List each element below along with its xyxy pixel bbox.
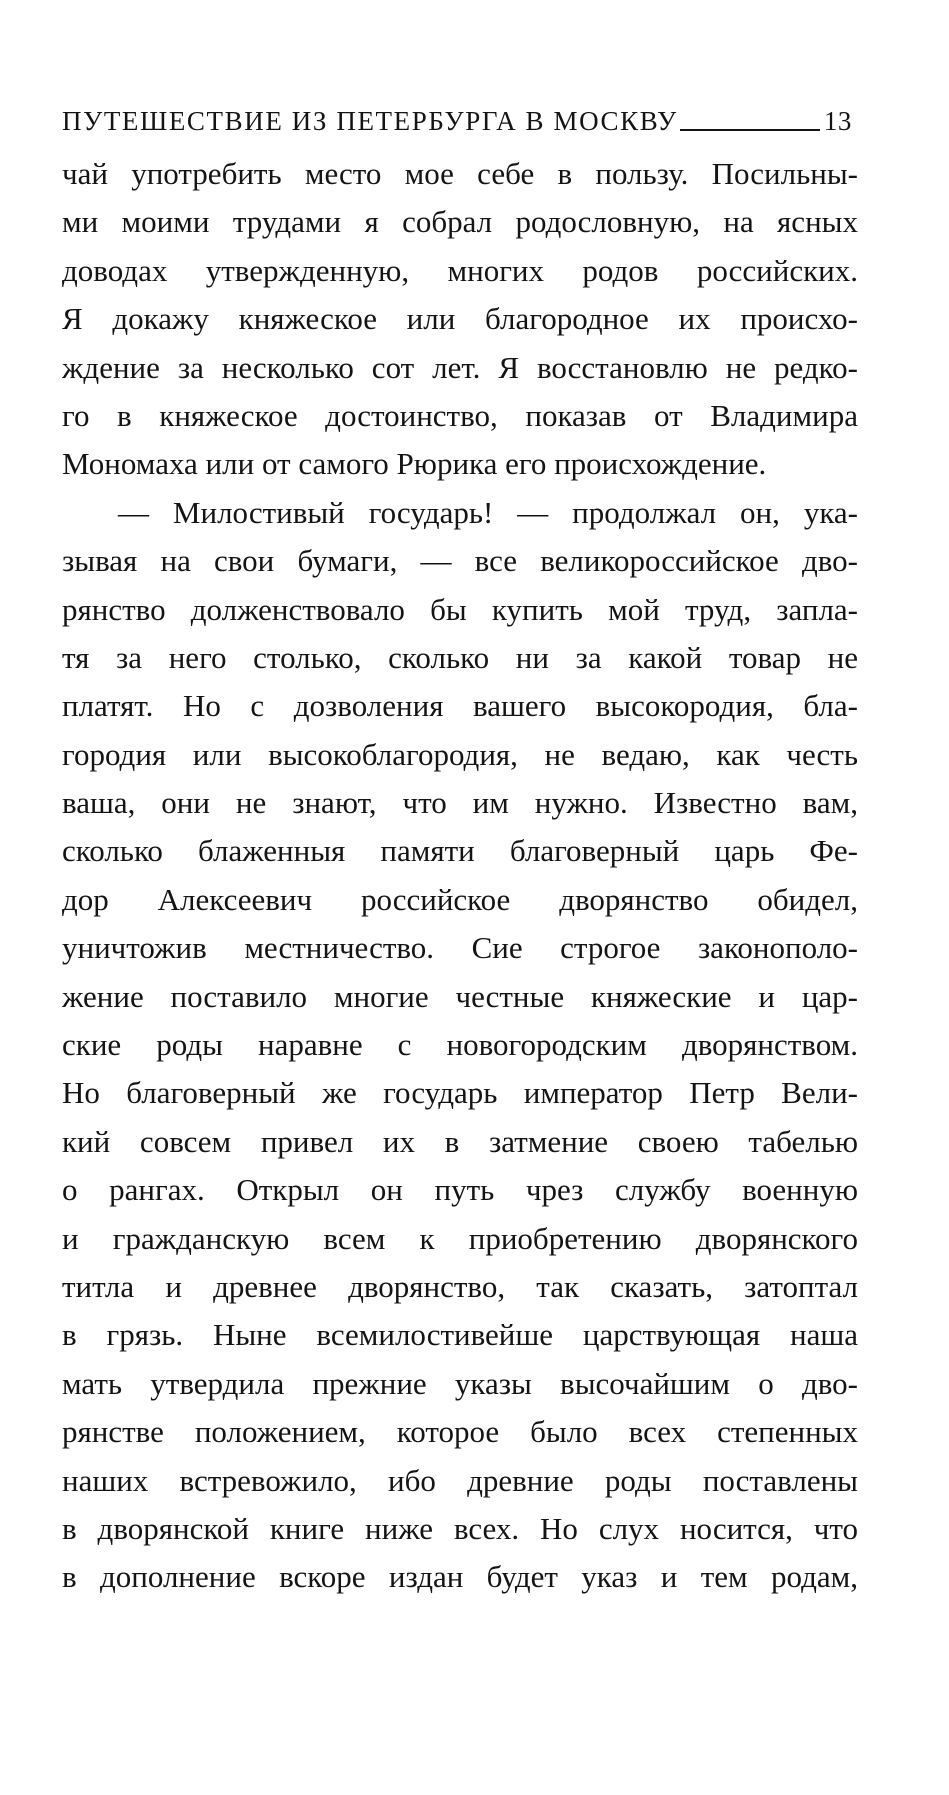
text-line: в грязь. Ныне всемилостивейше царствующая наша bbox=[62, 1317, 858, 1353]
text-line: наших встревожило, ибо древние роды поставлены bbox=[62, 1462, 858, 1498]
text-line: титла и древнее дворянство, так сказать, затоптал bbox=[62, 1268, 858, 1304]
text-line: ми моими трудами я собрал родословную, на ясных bbox=[62, 204, 858, 240]
running-header bbox=[62, 96, 862, 136]
text-line: ские роды наравне с новогородским дворянством. bbox=[62, 1027, 858, 1063]
text-line: дор Алексеевич российское дворянство обидел, bbox=[62, 881, 858, 917]
text-line: Но благоверный же государь император Петр Вели- bbox=[62, 1075, 858, 1111]
text-line: уничтожив местничество. Сие строгое законополо- bbox=[62, 930, 858, 966]
text-line: платят. Но с дозволения вашего высокородия, бла- bbox=[62, 688, 858, 724]
paragraph bbox=[62, 489, 858, 1795]
text-line: о рангах. Открыл он путь чрез службу военную bbox=[62, 1172, 858, 1208]
text-line: ждение за несколько сот лет. Я восстановлю не редко- bbox=[62, 349, 858, 385]
text-line: и гражданскую всем к приобретению дворянского bbox=[62, 1220, 858, 1256]
text-line: го в княжеское достоинство, показав от Владимира bbox=[62, 397, 858, 433]
text-line: в дополнение вскоре издан будет указ и тем родам, bbox=[62, 1559, 858, 1595]
text-line: Мономаха или от самого Рюрика его происхождение. bbox=[62, 446, 767, 482]
text-line: кий совсем привел их в затмение своею табелью bbox=[62, 1123, 858, 1159]
text-line: зывая на свои бумаги, — все великороссийское дво- bbox=[62, 543, 858, 579]
text-line: жение поставило многие честные княжеские и цар- bbox=[62, 978, 858, 1014]
running-title: ПУТЕШЕСТВИЕ ИЗ ПЕТЕРБУРГА В МОСКВУ bbox=[62, 106, 678, 136]
text-line bbox=[62, 1650, 858, 1698]
text-line: рянство долженствовало бы купить мой труд, запла- bbox=[62, 591, 858, 627]
text-line: доводах утвержденную, многих родов российских. bbox=[62, 252, 858, 288]
text-line: в дворянской книге ниже всех. Но слух носится, что bbox=[62, 1510, 858, 1546]
text-line: — Милостивый государь! — продолжал он, ука- bbox=[118, 494, 858, 530]
text-line bbox=[62, 1602, 858, 1650]
text-line: Я докажу княжеское или благородное их происхо- bbox=[62, 301, 858, 337]
page-body bbox=[62, 150, 858, 1795]
text-line bbox=[62, 1699, 858, 1747]
text-line: сколько блаженныя памяти благоверный царь Фе- bbox=[62, 833, 858, 869]
text-line: городия или высокоблагородия, не ведаю, как честь bbox=[62, 736, 858, 772]
text-line: тя за него столько, сколько ни за какой товар не bbox=[62, 639, 858, 675]
text-line: рянстве положением, которое было всех степенных bbox=[62, 1414, 858, 1450]
header-rule bbox=[680, 129, 820, 131]
text-line: ваша, они не знают, что им нужно. Известно вам, bbox=[62, 785, 858, 821]
page-number: 13 bbox=[823, 106, 852, 136]
text-line: чай употребить место мое себе в пользу. Посильны- bbox=[62, 156, 858, 191]
paragraph bbox=[62, 150, 858, 489]
text-line bbox=[62, 1747, 858, 1795]
text-line: мать утвердила прежние указы высочайшим о дво- bbox=[62, 1365, 858, 1401]
